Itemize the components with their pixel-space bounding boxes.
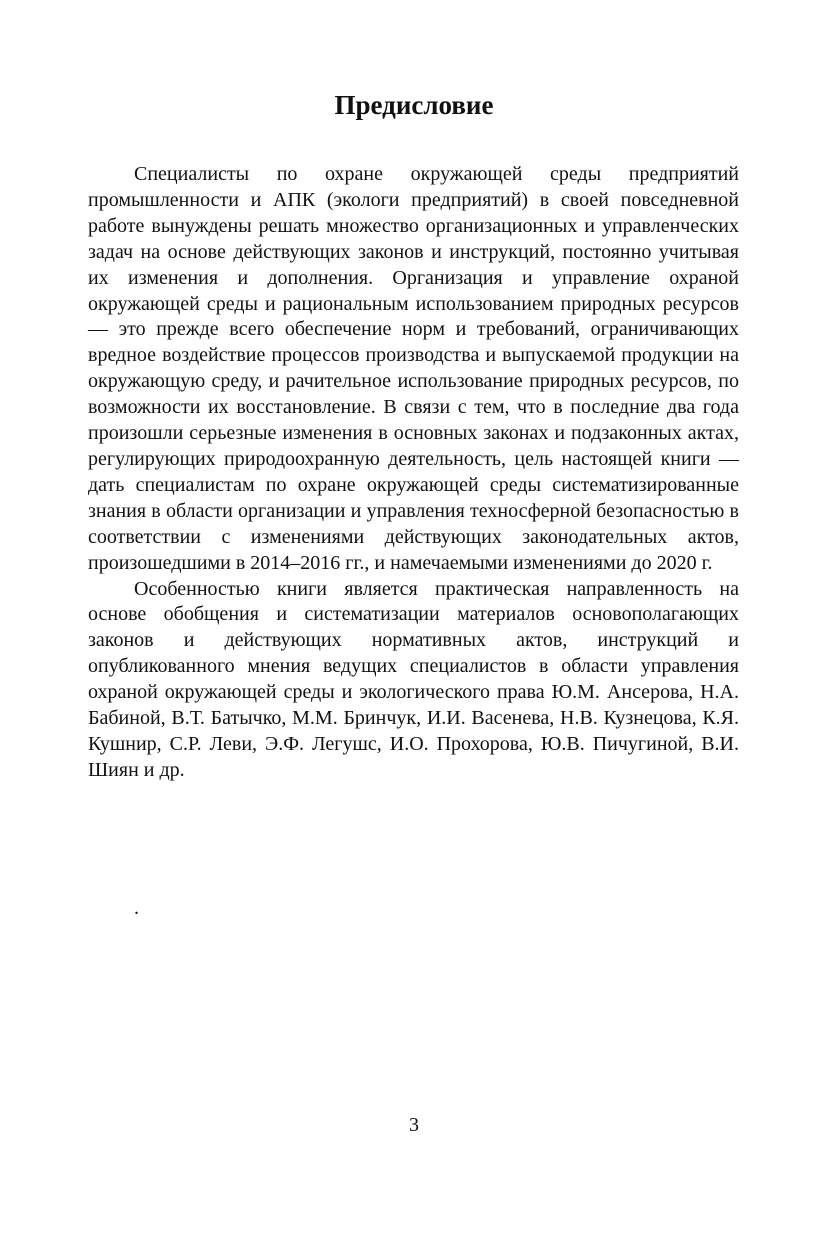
page-number: 3 bbox=[409, 1114, 419, 1136]
stray-mark: . bbox=[134, 897, 139, 919]
preface-body bbox=[88, 162, 739, 784]
paragraph: Особенностью книги является практическая направленность на основе обобщения и систематизации материалов основополагающих законов и действующих нормативных актов, инструкций и опубликованного мнения ведущих специалистов в области управления охраной окружающей среды и экологического права Ю.М. Ансерова, Н.А. Бабиной, В.Т. Батычко, М.М. Бринчук, И.И. Васенева, Н.В. Кузнецова, К.Я. Кушнир, С.Р. Леви, Э.Ф. Легушс, И.О. Прохорова, Ю.В. Пичугиной, В.И. Шиян и др. bbox=[88, 577, 739, 781]
page-title: Предисловие bbox=[334, 90, 494, 120]
paragraph: Специалисты по охране окружающей среды предприятий промышленности и АПК (экологи предприятий) в своей повседневной работе вынуждены решать множество организационных и управленческих задач на основе действующих законов и инструкций, постоянно учитывая их изменения и дополнения. Организация и управление охраной окружающей среды и рациональным использованием природных ресурсов — это прежде всего обеспечение норм и требований, ограничивающих вредное воздействие процессов производства и выпускаемой продукции на окружающую среду, и рачительное использование природных ресурсов, по возможности их восстановление. В связи с тем, что в последние два года произошли серьезные изменения в основных законах и подзаконных актах, регулирующих природоохранную деятельность, цель настоящей книги — дать специалистам по охране окружающей среды систематизированные знания в области организации и управления техносферной безопасностью в соответствии с изменениями действующих законодательных актов, произошедшими в 2014–2016 гг., и намечаемыми изменениями до 2020 г. bbox=[88, 163, 739, 574]
